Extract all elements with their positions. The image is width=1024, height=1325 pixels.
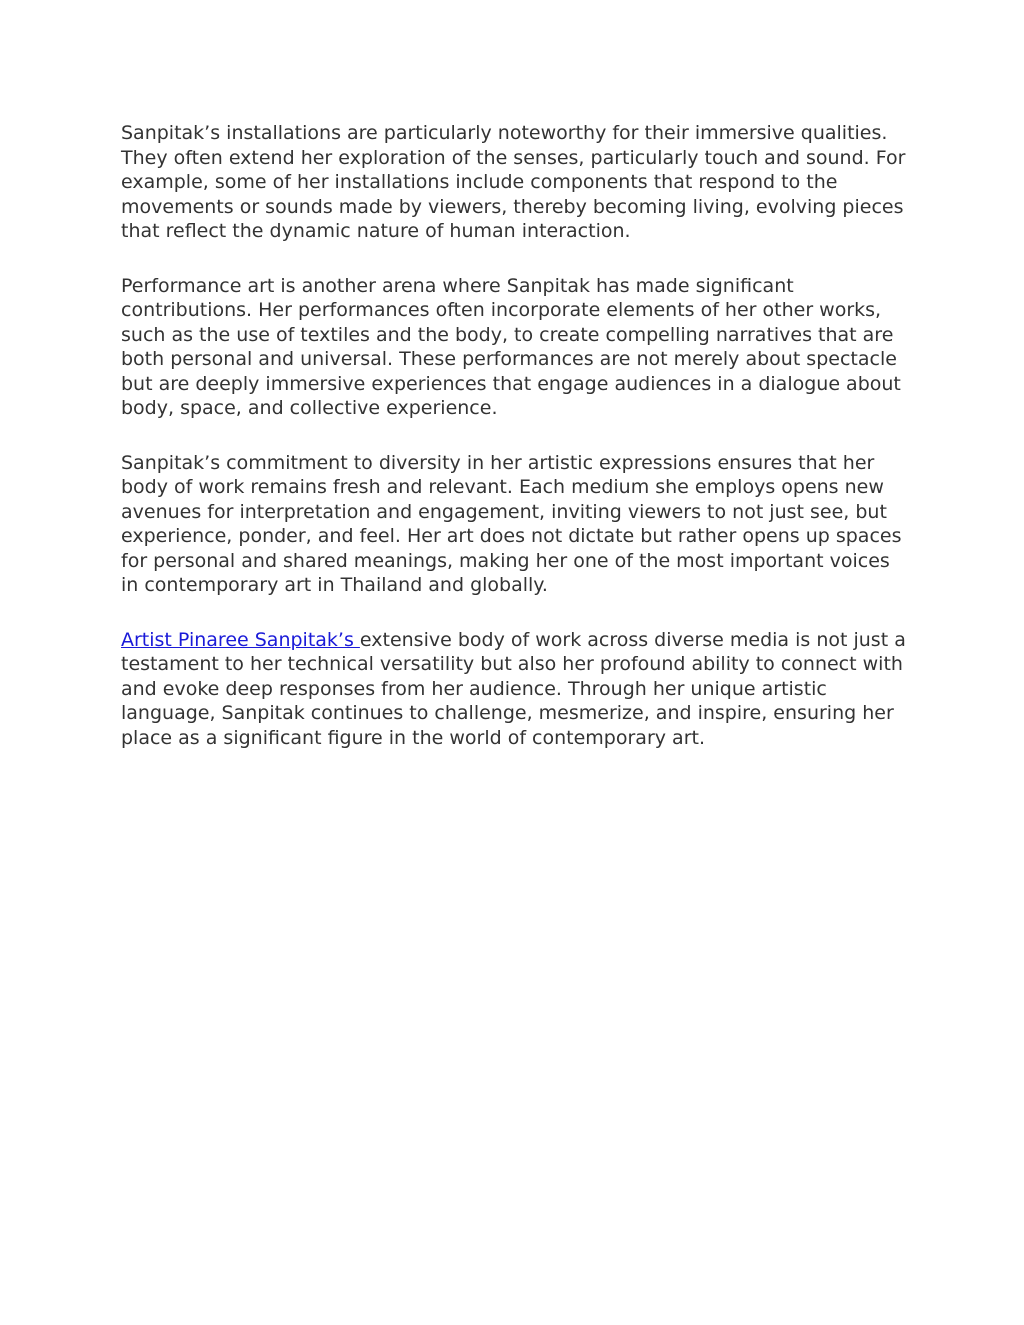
paragraph-diversity: Sanpitak’s commitment to diversity in her artistic expressions ensures that her body of work remains fresh and relevant. Each medium she employs opens new avenues for interpretation and engagement, inviting viewers to not just see, but experience, ponder, and feel. Her art does not dictate but rather opens up spaces for personal and shared meanings, making her one of the most important voices in contemporary art in Thailand and globally. <box>121 451 902 596</box>
paragraph-conclusion-text: extensive body of work across diverse media is not just a testament to her technical versatility but also her profound ability to connect with and evoke deep responses from her audience. Through her unique artistic language, Sanpitak continues to challenge, mesmerize, and inspire, ensuring her place as a significant figure in the world of contemporary art. <box>121 628 906 749</box>
paragraph-conclusion <box>121 628 911 751</box>
document-page <box>121 121 911 780</box>
paragraph-performance-art: Performance art is another arena where Sanpitak has made significant contributions. Her performances often incorporate elements of her other works, such as the use of textiles and the body, to create compelling narratives that are both personal and universal. These performances are not merely about spectacle but are deeply immersive experiences that engage audiences in a dialogue about body, space, and collective experience. <box>121 274 901 419</box>
paragraph-installations: Sanpitak’s installations are particularly noteworthy for their immersive qualities. They often extend her exploration of the senses, particularly touch and sound. For example, some of her installations include components that respond to the movements or sounds made by viewers, thereby becoming living, evolving pieces that reflect the dynamic nature of human interaction. <box>121 122 906 242</box>
artist-link[interactable]: Artist Pinaree Sanpitak’s <box>121 628 360 651</box>
